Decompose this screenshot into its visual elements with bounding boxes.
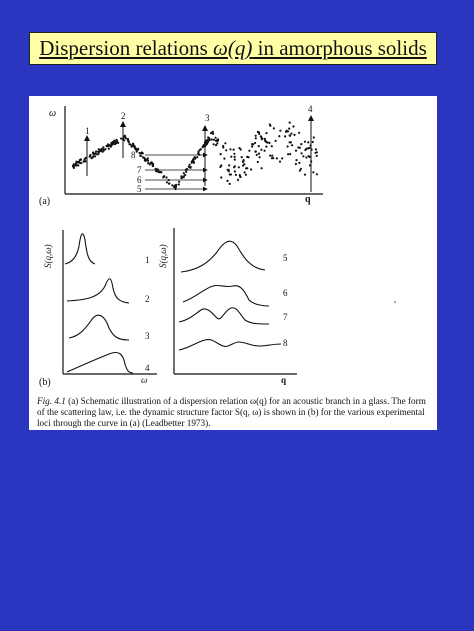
scatter-dot (269, 123, 271, 125)
scatter-dot (265, 132, 267, 134)
level-label-7: 7 (137, 165, 142, 175)
scatter-dot (268, 142, 270, 144)
scatter-dot (250, 168, 252, 170)
scatter-dot (227, 169, 229, 171)
panel-a-y-label: ω (49, 108, 57, 119)
caption-fig-label: Fig. 4.1 (37, 396, 66, 406)
scatter-dot (241, 156, 243, 158)
scatter-dot (289, 122, 291, 124)
scatter-dot (229, 148, 231, 150)
scatter-dot (247, 156, 249, 158)
scatter-dot (128, 143, 130, 145)
scatter-dot (279, 130, 281, 132)
scatter-dot (315, 148, 317, 150)
scatter-dot (304, 174, 306, 176)
scatter-dot (91, 157, 93, 159)
arrow-label-4: 4 (308, 104, 313, 114)
scatter-dot (229, 173, 231, 175)
scatter-dot (211, 138, 213, 140)
scatter-dot (265, 146, 267, 148)
scatter-dot (191, 160, 193, 162)
scatter-dot (265, 141, 267, 143)
scatter-dot (238, 166, 240, 168)
scatter-dot (308, 155, 310, 157)
scatter-dot (264, 138, 266, 140)
scatter-dot (288, 128, 290, 130)
scatter-dot (127, 138, 129, 140)
scatter-dot (289, 134, 291, 136)
scatter-dot (278, 135, 280, 137)
scatter-dot (276, 157, 278, 159)
scatter-dot (141, 151, 143, 153)
scatter-dot (144, 159, 146, 161)
scatter-dot (114, 143, 116, 145)
panel-b-left-y-label: S(q,ω) (43, 244, 53, 268)
curve-label-2: 2 (145, 294, 150, 304)
scatter-dot (307, 141, 309, 143)
scatter-dot (200, 148, 202, 150)
scatter-dot (75, 164, 77, 166)
scatter-dot (92, 155, 94, 157)
scatter-dot (95, 150, 97, 152)
curve-label-6: 6 (283, 288, 288, 298)
scatter-dot (185, 171, 187, 173)
scatter-dot (259, 156, 261, 158)
scatter-dot (230, 156, 232, 158)
curve-5 (181, 241, 265, 272)
scatter-dot (196, 156, 198, 158)
scatter-dot (158, 171, 160, 173)
scatter-dot (73, 167, 75, 169)
scatter-dot (281, 157, 283, 159)
scatter-dot (272, 157, 274, 159)
title-suffix: in amorphous solids (252, 36, 427, 60)
panel-b-right-x-label: q (281, 375, 287, 385)
scatter-dot (233, 153, 235, 155)
panel-b-left-x-label: ω (141, 375, 148, 385)
scatter-dot (220, 153, 222, 155)
scatter-dot (234, 156, 236, 158)
scatter-dot (308, 147, 310, 149)
scatter-dot (173, 186, 175, 188)
slide-title-box (29, 32, 437, 65)
scatter-dot (207, 141, 209, 143)
scatter-dot (255, 150, 257, 152)
scatter-dot (234, 159, 236, 161)
scatter-dot (292, 125, 294, 127)
scatter-dot (93, 153, 95, 155)
scatter-dot (239, 176, 241, 178)
scatter-dot (291, 144, 293, 146)
curve-label-5: 5 (283, 253, 288, 263)
scatter-dot (210, 132, 212, 134)
scatter-dot (295, 159, 297, 161)
scatter-dot (193, 162, 195, 164)
scatter-dot (102, 146, 104, 148)
scatter-dot (97, 153, 99, 155)
arrow-label-1: 1 (85, 126, 90, 136)
scatter-dot (298, 132, 300, 134)
curve-label-8: 8 (283, 338, 288, 348)
scatter-dot (194, 156, 196, 158)
level-label-8: 8 (131, 150, 136, 160)
panel-b-left (39, 230, 157, 388)
scatter-dot (257, 131, 259, 133)
scatter-dot (312, 141, 314, 143)
scatter-dot (217, 138, 219, 140)
panel-b-right-y-label: S(q,ω) (158, 244, 168, 268)
scatter-dot (229, 183, 231, 185)
title-prefix: Dispersion relations (39, 36, 214, 60)
scatter-dot (304, 141, 306, 143)
scatter-dot (248, 150, 250, 152)
scatter-dot (175, 184, 177, 186)
scatter-dot (212, 133, 214, 135)
figure-caption (37, 396, 431, 429)
scatter-dot (284, 135, 286, 137)
scatter-dot (175, 186, 177, 188)
scatter-dot (254, 142, 256, 144)
scatter-dot (139, 152, 141, 154)
scatter-dot (89, 156, 91, 158)
curve-label-3: 3 (145, 331, 150, 341)
scatter-dot (237, 179, 239, 181)
scatter-dot (299, 170, 301, 172)
scatter-dot (258, 153, 260, 155)
figure (29, 96, 437, 430)
scatter-dot (208, 137, 210, 139)
scatter-dot (178, 183, 180, 185)
scatter-dot (304, 149, 306, 151)
scatter-dot (269, 155, 271, 157)
scatter-dot (287, 130, 289, 132)
scatter-dot (275, 140, 277, 142)
scatter-dot (316, 151, 318, 153)
scatter-dot (197, 151, 199, 153)
scatter-dot (166, 181, 168, 183)
scatter-dot (234, 170, 236, 172)
scatter-dot (213, 143, 215, 145)
scatter-dot (246, 167, 248, 169)
curve-8 (179, 340, 281, 350)
scatter-dot (293, 134, 295, 136)
scatter-dot (226, 180, 228, 182)
scatter-dot (219, 166, 221, 168)
scatter-dot (295, 163, 297, 165)
scatter-dot (160, 171, 162, 173)
scatter-dot (168, 183, 170, 185)
scatter-dot (271, 145, 273, 147)
scatter-dot (302, 155, 304, 157)
scatter-dot (150, 162, 152, 164)
scatter-dot (190, 166, 192, 168)
scatter-dot (289, 153, 291, 155)
scatter-dot (183, 172, 185, 174)
scatter-dot (305, 156, 307, 158)
scatter-dot (128, 140, 130, 142)
scatter-dot (215, 144, 217, 146)
curve-label-7: 7 (283, 312, 288, 322)
scatter-dot (301, 152, 303, 154)
scatter-dot (180, 177, 182, 179)
scatter-dot (213, 139, 215, 141)
scatter-dot (243, 163, 245, 165)
scatter-dot (178, 181, 180, 183)
scatter-dot (287, 153, 289, 155)
scatter-dot (152, 165, 154, 167)
title-symbol: ω(q) (213, 36, 253, 60)
curve-2 (67, 279, 129, 303)
scatter-dot (120, 138, 122, 140)
scatter-dot (110, 142, 112, 144)
scatter-dot (98, 148, 100, 150)
curve-label-1: 1 (145, 255, 150, 265)
scatter-dot (136, 151, 138, 153)
scatter-dot (297, 146, 299, 148)
scatter-dot (106, 145, 108, 147)
scatter-dot (80, 158, 82, 160)
scatter-dot (252, 143, 254, 145)
curve-3 (69, 315, 129, 340)
curve-label-4: 4 (145, 363, 150, 373)
level-label-6: 6 (137, 175, 142, 185)
caption-text: (a) Schematic illustration of a dispersion relation ω(q) for an acoustic branch in a glass. The form of the scattering law, i.e. the dynamic structure factor S(q, ω) is shown in (b) for the various experimental loci through the curve in (a) (Leadbetter 1973). (37, 396, 426, 428)
scatter-dot (240, 148, 242, 150)
scatter-dot (139, 155, 141, 157)
panel-a-label: (a) (39, 196, 51, 207)
panel-b-label: (b) (39, 377, 51, 388)
scatter-dot (290, 133, 292, 135)
scatter-dot (300, 143, 302, 145)
scatter-dot (289, 141, 291, 143)
scatter-dot (165, 176, 167, 178)
scatter-dot (143, 157, 145, 159)
scatter-dot (316, 155, 318, 157)
scatter-dot (298, 162, 300, 164)
scatter-dot (279, 161, 281, 163)
scatter-dot (79, 162, 81, 164)
curve-7 (179, 308, 269, 324)
scatter-dot (255, 137, 257, 139)
scatter-dot (224, 142, 226, 144)
scatter-dot (313, 136, 315, 138)
scatter-dot (233, 166, 235, 168)
scatter-dot (264, 150, 266, 152)
scatter-dot (242, 161, 244, 163)
scatter-dot (183, 175, 185, 177)
scatter-dot (273, 127, 275, 129)
scatter-dot (245, 174, 247, 176)
panel-a-x-label: q (305, 194, 311, 205)
panel-a (39, 104, 323, 207)
scatter-dot (295, 150, 297, 152)
scatter-dot (110, 144, 112, 146)
scatter-dot (235, 174, 237, 176)
panel-b-right (158, 228, 297, 385)
scatter-dot (312, 171, 314, 173)
scatter-dot (271, 155, 273, 157)
scatter-dot (228, 164, 230, 166)
scatter-dot (261, 167, 263, 169)
scatter-dot (251, 145, 253, 147)
scatter-dot (100, 150, 102, 152)
scatter-dot (84, 159, 86, 161)
curve-6 (183, 285, 269, 306)
scatter-dot (260, 149, 262, 151)
scatter-dot (261, 138, 263, 140)
curve-4 (67, 352, 133, 373)
scatter-dot (133, 145, 135, 147)
stray-dot (394, 301, 396, 303)
scatter-dot (215, 140, 217, 142)
scatter-dot (316, 173, 318, 175)
scatter-dot (233, 149, 235, 151)
scatter-dot (189, 164, 191, 166)
arrow-label-3: 3 (205, 113, 210, 123)
scatter-dot (256, 154, 258, 156)
scatter-dot (287, 145, 289, 147)
scatter-dot (225, 149, 227, 151)
scatter-dot (244, 171, 246, 173)
figure-graphic (29, 96, 437, 396)
level-label-5: 5 (137, 184, 142, 194)
curve-1 (65, 234, 95, 264)
scatter-dot (220, 176, 222, 178)
scatter-dot (124, 136, 126, 138)
scatter-dot (117, 142, 119, 144)
slide-title (39, 36, 427, 61)
scatter-dot (222, 146, 224, 148)
scatter-dot (255, 135, 257, 137)
scatter-dot (257, 161, 259, 163)
scatter-dot (215, 137, 217, 139)
scatter-dot (258, 145, 260, 147)
scatter-dot (239, 174, 241, 176)
scatter-dot (137, 148, 139, 150)
scatter-dot (108, 148, 110, 150)
arrow-label-2: 2 (121, 111, 126, 121)
scatter-dot (223, 158, 225, 160)
scatter-dot (162, 176, 164, 178)
